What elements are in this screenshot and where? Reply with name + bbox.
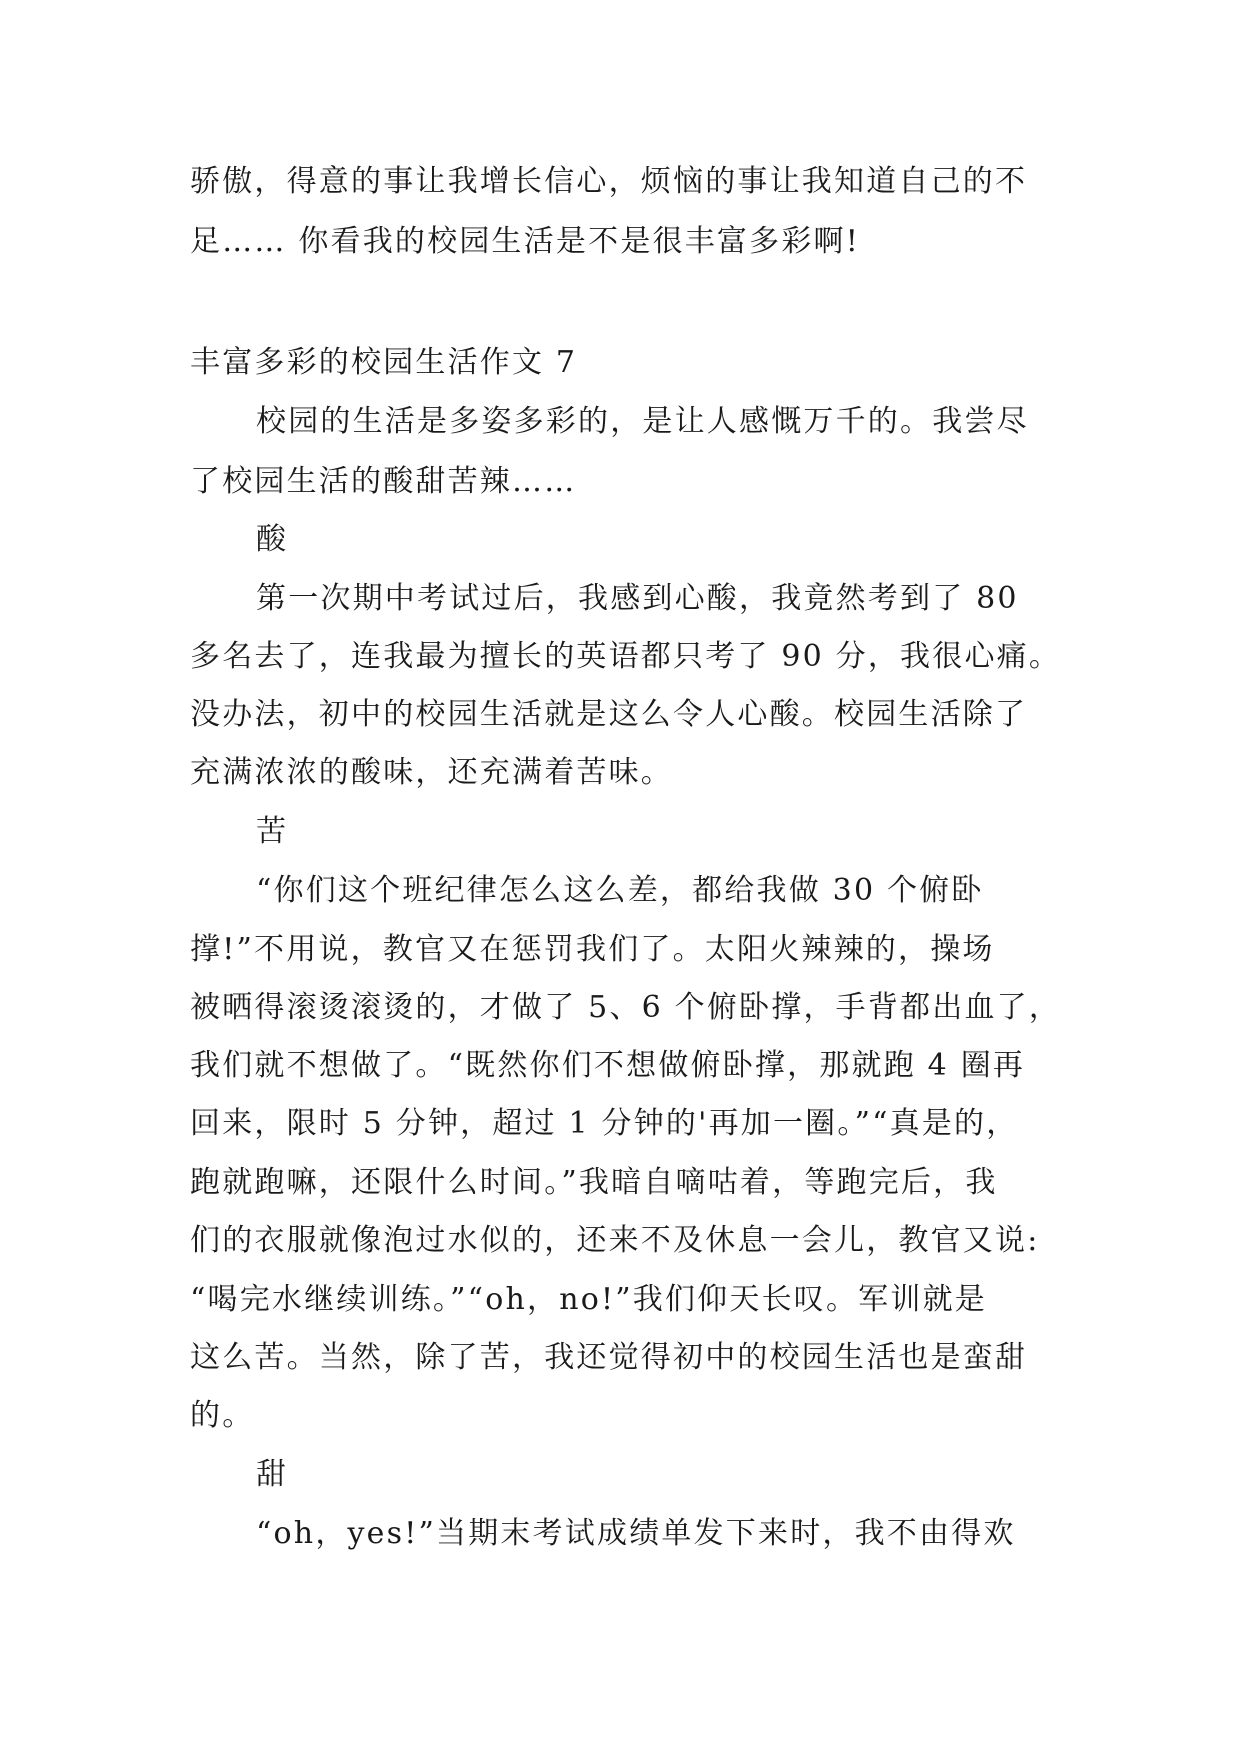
text-line: “oh，yes!”当期末考试成绩单发下来时，我不由得欢 — [256, 1516, 1016, 1551]
subheading-sour: 酸 — [256, 522, 289, 557]
text-line: 的。 — [190, 1398, 255, 1433]
text-line: 了校园生活的酸甜苦辣…… — [190, 464, 577, 499]
text-line: 校园的生活是多姿多彩的，是让人感慨万千的。我尝尽 — [256, 404, 1029, 439]
text-line: 充满浓浓的酸味，还充满着苦味。 — [190, 755, 673, 790]
text-line: 第一次期中考试过后，我感到心酸，我竟然考到了 80 — [256, 581, 1019, 616]
text-line: 被晒得滚烫滚烫的，才做了 5、6 个俯卧撑，手背都出血了， — [190, 990, 1062, 1025]
text-line: 跑就跑嘛，还限什么时间。”我暗自嘀咕着，等跑完后，我 — [190, 1165, 998, 1200]
section-heading: 丰富多彩的校园生活作文 7 — [190, 345, 578, 380]
text-line: 回来，限时 5 分钟，超过 1 分钟的'再加一圈。”“真是的， — [190, 1106, 1019, 1141]
subheading-sweet: 甜 — [256, 1457, 289, 1492]
text-line: 骄傲，得意的事让我增长信心，烦恼的事让我知道自己的不 — [190, 164, 1028, 199]
text-line: 这么苦。当然，除了苦，我还觉得初中的校园生活也是蛮甜 — [190, 1340, 1028, 1375]
text-line: “喝完水继续训练。”“oh，no!”我们仰天长叹。军训就是 — [190, 1282, 987, 1317]
subheading-bitter: 苦 — [256, 814, 289, 849]
text-line: 们的衣服就像泡过水似的，还来不及休息一会儿，教官又说: — [190, 1223, 1040, 1258]
text-line: 没办法，初中的校园生活就是这么令人心酸。校园生活除了 — [190, 697, 1028, 732]
text-line: 我们就不想做了。“既然你们不想做俯卧撑，那就跑 4 圈再 — [190, 1048, 1026, 1083]
text-line: “你们这个班纪律怎么这么差，都给我做 30 个俯卧 — [256, 873, 984, 908]
text-line: 多名去了，连我最为擅长的英语都只考了 90 分，我很心痛。 — [190, 639, 1062, 674]
text-line: 足…… 你看我的校园生活是不是很丰富多彩啊! — [190, 224, 860, 259]
text-line: 撑!”不用说，教官又在惩罚我们了。太阳火辣辣的，操场 — [190, 932, 995, 967]
